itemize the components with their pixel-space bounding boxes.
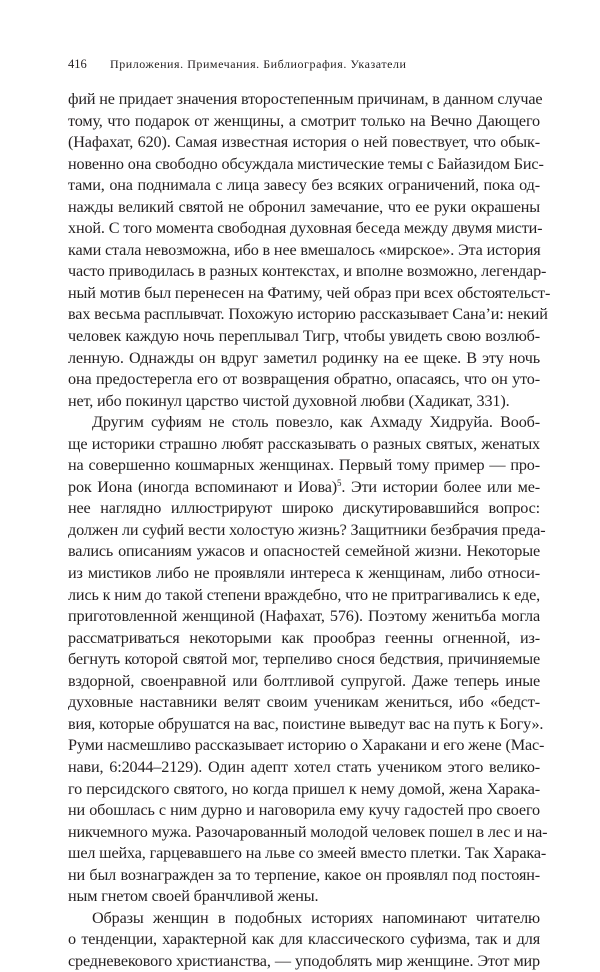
running-title: Приложения. Примечания. Библиография. Указатели	[110, 57, 407, 71]
text-line: ни был вознагражден за то терпение, какое он проявлял под постоян-	[68, 865, 540, 884]
text-line: ленную. Однажды он вдруг заметил родинку на ее щеке. В эту ночь	[68, 348, 540, 367]
page-number: 416	[68, 57, 87, 71]
text-line: вздорной, своенравной или болтливой супругой. Даже теперь иные	[68, 671, 540, 690]
text-line: Руми насмешливо рассказывает историю о Харакани и его жене (Мас-	[68, 736, 545, 755]
text-line: бегнуть которой святой мог, терпеливо снося бедствия, причиняемые	[68, 650, 540, 669]
text-line: должен ли суфий вести холостую жизнь? Защитники безбрачия преда-	[68, 520, 546, 539]
text-line: никчемного мужа. Разочарованный молодой человек пошел в лес и на-	[68, 822, 548, 841]
text-line: из мистиков либо не проявляли интереса к женщинам, либо относи-	[68, 564, 540, 583]
text-line: ками стала невозможна, ибо в нее вмешалось «мирское». Эта история	[68, 240, 541, 259]
text-line: Другим суфиям не столь повезло, как Ахмаду Хидруйа. Вооб-	[92, 413, 540, 432]
text-line: ни обошлась с ним дурно и наговорила ему кучу гадостей про своего	[68, 801, 540, 820]
text-line: ще историки страшно любят рассказывать о разных святых, женатых	[68, 434, 540, 453]
paragraph-3	[68, 908, 540, 972]
text-line: хной. С того момента свободная духовная беседа между двумя мисти-	[68, 219, 543, 238]
text-line: (Нафахат, 620). Самая известная история о ней повествует, что обык-	[68, 133, 540, 152]
text-line: средневекового христианства, — уподоблять мир женщине. Этот мир	[68, 951, 540, 970]
text-line: духовные наставники велят своим ученикам жениться, ибо «бедст-	[68, 693, 540, 712]
text-line: нави, 6:2044–2129). Один адепт хотел стать учеником этого велико-	[68, 757, 540, 776]
text-line-with-footnote	[68, 477, 540, 499]
text-line: о тенденции, характерной как для классического суфизма, так и для	[68, 930, 540, 949]
text-line: нее наглядно иллюстрируют широко дискутировавшийся вопрос:	[68, 499, 540, 518]
text-line: ный мотив был перенесен на Фатиму, чей образ при всех обстоятельст-	[68, 283, 551, 302]
paragraph-1	[68, 89, 551, 412]
text-line: новенно она свободно обсуждала мистические темы с Байазидом Бис-	[68, 154, 544, 173]
text-line: вах весьма расплывчат. Похожую историю рассказывает Сана’и: некий	[68, 305, 548, 324]
footnote-mark: 5	[337, 477, 342, 488]
text-line: ным гнетом своей бранчливой жены.	[68, 887, 319, 906]
text-line: Образы женщин в подобных историях напоминают читателю	[92, 908, 540, 927]
text-line: тами, она поднимала с лица завесу без всяких ограничений, пока од-	[68, 176, 540, 195]
text-line: вались описаниям ужасов и опасностей семейной жизни. Некоторые	[68, 542, 540, 561]
paragraph-2	[68, 412, 548, 908]
body-text	[68, 89, 551, 972]
text-line: шел шейха, гарцевавшего на льве со змеей вместо плетки. Так Харака-	[68, 844, 547, 863]
text-line: го персидского святого, но когда пришел к нему домой, жена Харака-	[68, 779, 540, 798]
text-line: человек каждую ночь переплывал Тигр, чтобы увидеть свою возлюб-	[68, 327, 540, 346]
text-line: вия, которые обрушатся на вас, поистине выведут вас на путь к Богу».	[68, 714, 544, 733]
text-line: часто приводилась в разных контекстах, и вполне возможно, легендар-	[68, 262, 547, 281]
text-line: рассматриваться некоторыми как прообраз геенны огненной, из-	[68, 628, 540, 647]
text-line: нажды великий святой не обронил замечание, что ее руки окрашены	[68, 197, 540, 216]
running-head	[68, 55, 538, 73]
text-segment: . Эти истории более или ме-	[341, 477, 540, 496]
text-segment: рок Иона (иногда вспоминают и Иова)	[68, 477, 338, 496]
text-line: нет, ибо покинул царство чистой духовной любви (Хадикат, 331).	[68, 391, 510, 410]
text-line: приготовленной женщиной (Нафахат, 576). Поэтому женитьба могла	[68, 607, 540, 626]
text-line: фий не придает значения второстепенным причинам, в данном случае	[68, 90, 543, 108]
text-line: на совершенно кошмарных женщинах. Первый тому пример — про-	[68, 456, 540, 475]
text-line: лись к ним до такой степени враждебно, что не притрагивались к еде,	[68, 585, 540, 604]
text-line: она предостерегла его от возвращения обратно, опасаясь, что он уто-	[68, 370, 540, 389]
text-line: тому, что подарок от женщины, а смотрит только на Вечно Дающего	[68, 111, 540, 130]
